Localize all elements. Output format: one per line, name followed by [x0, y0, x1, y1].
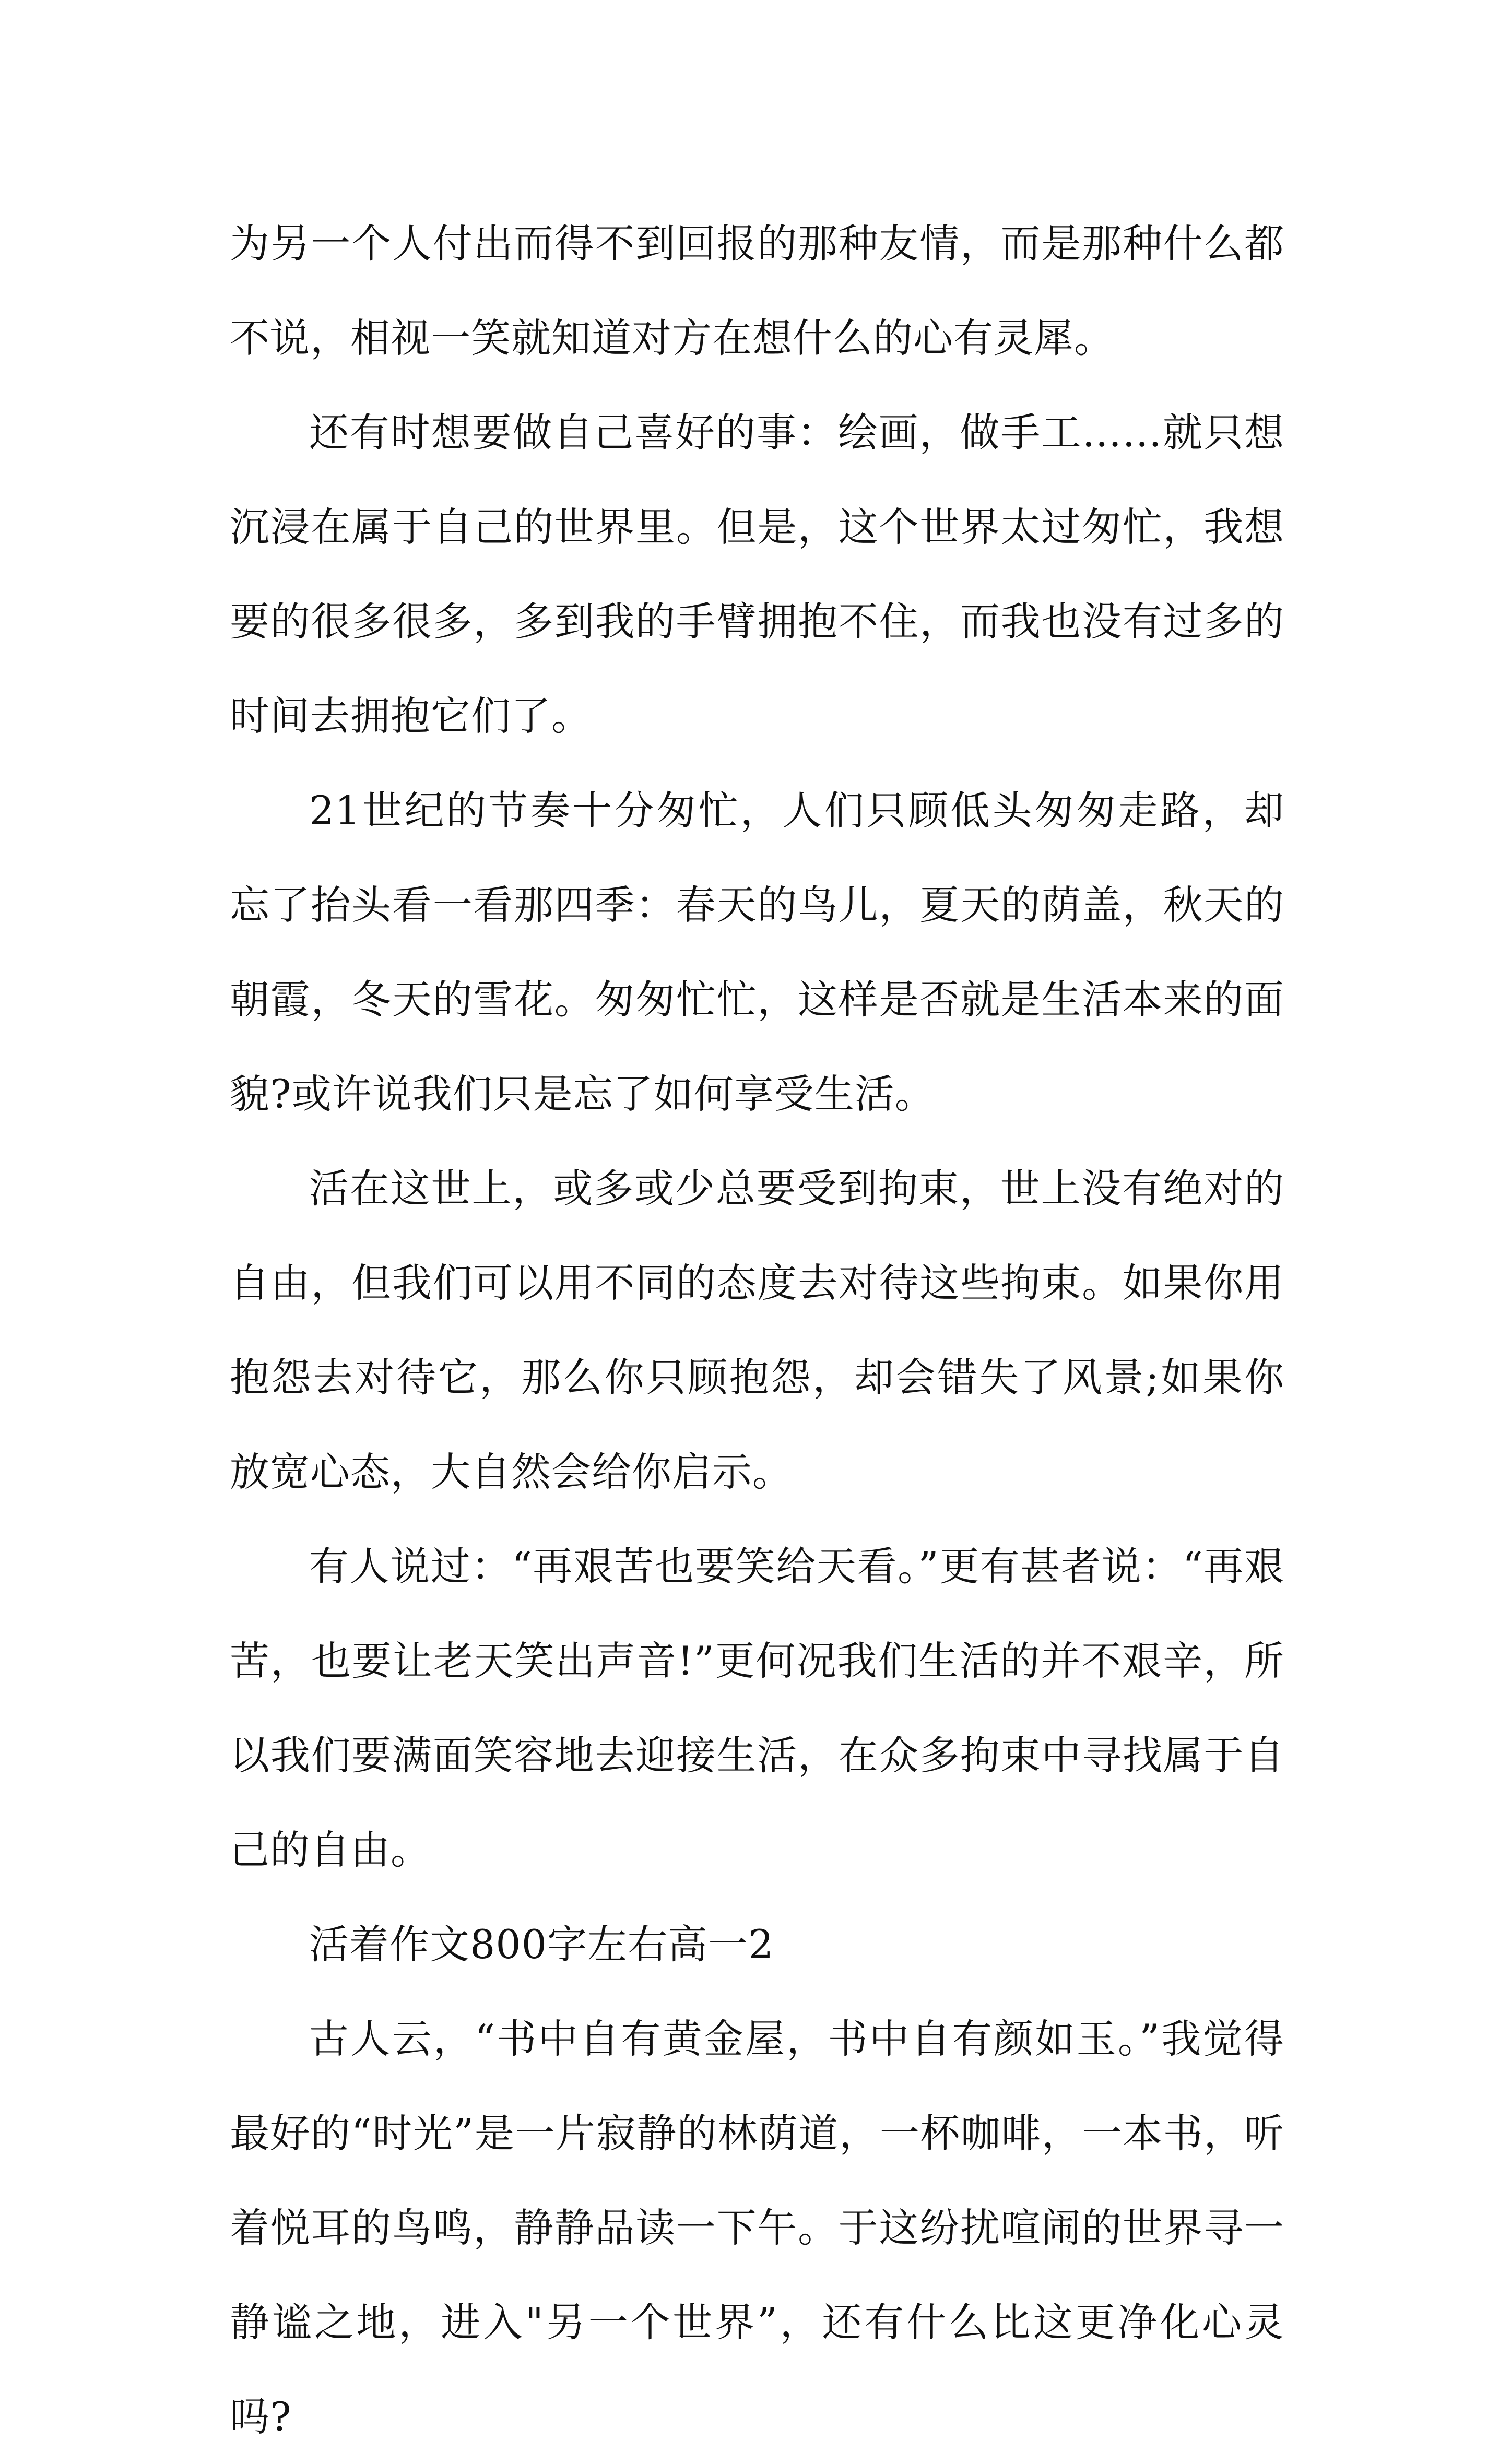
paragraph-6: 古人云，“书中自有黄金屋，书中自有颜如玉。”我觉得最好的“时光”是一片寂静的林荫道，一杯咖啡，一本书，听着悦耳的鸟鸣，静静品读一下午。于这纷扰喧闹的世界寻一静谧之地，进入"另一个世界”，还有什么比这更净化心灵吗?: [230, 2016, 1284, 2440]
paragraph-2: 还有时想要做自己喜好的事：绘画，做手工……就只想沉浸在属于自己的世界里。但是，这个世界太过匆忙，我想要的很多很多，多到我的手臂拥抱不住，而我也没有过多的时间去拥抱它们了。: [230, 409, 1284, 739]
section-heading: 活着作文800字左右高一2: [309, 1921, 774, 1968]
paragraph-1: 为另一个人付出而得不到回报的那种友情，而是那种什么都不说，相视一笑就知道对方在想什么的心有灵犀。: [230, 220, 1284, 361]
paragraph-3: 21世纪的节奏十分匆忙，人们只顾低头匆匆走路，却忘了抬头看一看那四季：春天的鸟儿，夏天的荫盖，秋天的朝霞，冬天的雪花。匆匆忙忙，这样是否就是生活本来的面貌?或许说我们只是忘了如何享受生活。: [230, 787, 1284, 1117]
paragraph-5: 有人说过：“再艰苦也要笑给天看。”更有甚者说：“再艰苦，也要让老天笑出声音!”更何况我们生活的并不艰辛，所以我们要满面笑容地去迎接生活，在众多拘束中寻找属于自己的自由。: [230, 1543, 1284, 1873]
document-page: [230, 196, 1284, 2464]
paragraph-4: 活在这世上，或多或少总要受到拘束，世上没有绝对的自由，但我们可以用不同的态度去对待这些拘束。如果你用抱怨去对待它，那么你只顾抱怨，却会错失了风景;如果你放宽心态，大自然会给你启示。: [230, 1165, 1284, 1495]
